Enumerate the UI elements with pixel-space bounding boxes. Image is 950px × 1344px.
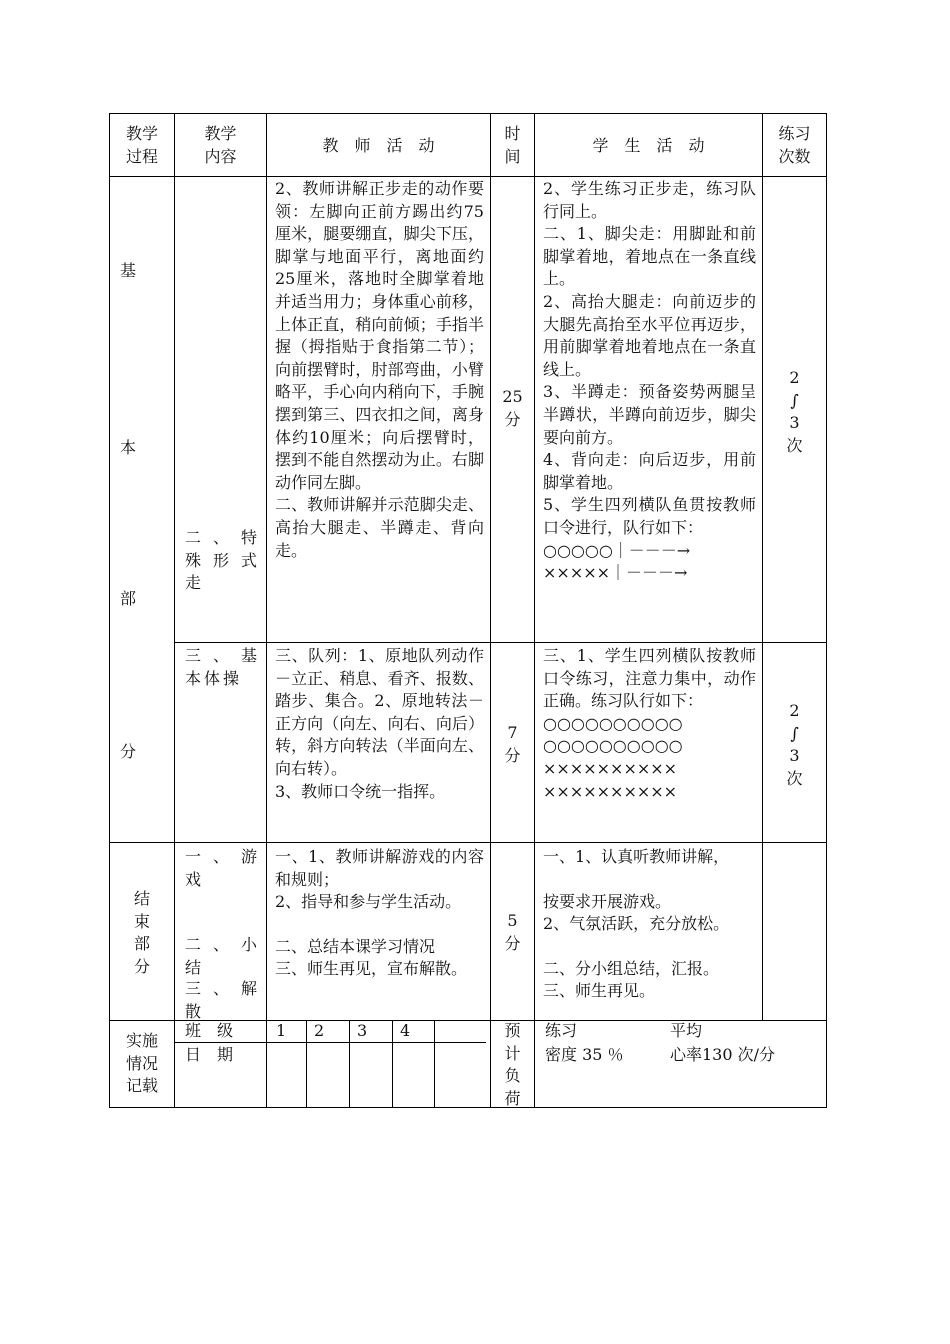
row-divider-special	[175, 642, 826, 643]
lesson-plan-table	[109, 113, 827, 1108]
col-divider-5	[762, 114, 763, 1021]
col-divider-4	[534, 114, 535, 1107]
student-activity-drill: 三、1、学生四列横队按教师口令练习，注意力集中，动作正确。练习队行如下： ○○○○○○○○○○ ○○○○○○○○○○ ×××××××××× ××××××××××	[543, 646, 756, 801]
time-end: 5 分	[504, 911, 521, 953]
content-special-walk: 二、特殊形式走	[185, 528, 260, 593]
student-activity-end-3: 2、气氛活跃，充分放松。	[543, 914, 730, 933]
teacher-activity-end-4: 三、师生再见，宣布解散。	[275, 959, 468, 978]
row-divider-header	[110, 176, 826, 177]
class-number-1: 1	[276, 1021, 287, 1040]
content-summary: 二、小结	[185, 935, 260, 977]
class-number-2: 2	[314, 1021, 325, 1040]
basic-part-label-4: 分	[120, 742, 137, 761]
header-student: 学 生 活 动	[592, 136, 705, 155]
class-col-1	[306, 1020, 307, 1107]
teacher-activity-end-3: 二、总结本课学习情况	[275, 937, 436, 956]
teacher-activity-end-2: 2、指导和参与学生活动。	[275, 892, 462, 911]
header-process: 教学 过程	[125, 124, 158, 166]
average-label: 平均	[670, 1021, 703, 1040]
class-label: 班 级	[185, 1021, 234, 1040]
student-activity-walk: 2、学生练习正步走，练习队行同上。 二、1、脚尖走：用脚趾和前脚掌着地，着地点在一条直线上。 2、高抬大腿走：向前迈步的大腿先高抬至水平位再迈步，用前脚掌着地着地点在一条直线上。 3、半蹲走：预备姿势两腿呈半蹲状，半蹲向前迈步，脚尖要向前方。 4、背向走：向后迈步，用前脚掌着地。 5、学生四列横队鱼贯按教师口令进行，队行如下： ○○○○○｜－－－→ ×××××｜－－－→	[543, 179, 756, 583]
student-activity-end-4: 二、分小组总结，汇报。	[543, 959, 720, 978]
count-walk: 2 ∫ 3 次	[786, 368, 803, 455]
count-drill: 2 ∫ 3 次	[786, 701, 803, 788]
basic-part-label-1: 基	[120, 261, 137, 280]
student-activity-end-5: 三、师生再见。	[543, 981, 656, 1000]
date-label: 日 期	[185, 1045, 234, 1064]
teacher-activity-drill: 三、队列：1、原地队列动作－立正、稍息、看齐、报数、踏步、集合。2、原地转法－正方向（向左、向右、向后）转，斜方向转法（半面向左、向右转）。 3、教师口令统一指挥。	[275, 646, 484, 801]
class-col-3	[392, 1020, 393, 1107]
header-time: 时 间	[504, 124, 521, 166]
practice-label: 练习	[545, 1021, 578, 1040]
header-count: 练习 次数	[778, 124, 811, 166]
col-divider-1	[174, 114, 175, 1107]
col-divider-2	[266, 114, 267, 1107]
header-content: 教学 内容	[204, 124, 237, 166]
class-number-4: 4	[400, 1021, 411, 1040]
end-part-label: 结 束 部 分	[133, 889, 150, 976]
heart-rate-value: 心率130 次/分	[670, 1045, 776, 1064]
content-basic-gymnastics: 三、基本体操	[185, 646, 260, 688]
row-divider-end	[110, 842, 826, 843]
teacher-activity-walk: 2、教师讲解正步走的动作要领：左脚向正前方踢出约75厘米，腿要绷直，脚尖下压，脚掌与地面平行，离地面约25厘米，落地时全脚掌着地并适当用力；身体重心前移，上体正直，稍向前倾；手指半握（拇指贴于食指第二节）；向前摆臂时，肘部弯曲，小臂略平，手心向内稍向下，手腕摆到第三、四衣扣之间，离身体约10厘米；向后摆臂时，摆到不能自然摆动为止。右脚动作同左脚。 二、教师讲解并示范脚尖走、高抬大腿走、半蹲走、背向走。	[275, 179, 484, 560]
content-dismiss: 三、解散	[185, 979, 260, 1021]
student-activity-end-2: 按要求开展游戏。	[543, 892, 672, 911]
record-label: 实施 情况 记载	[125, 1031, 158, 1096]
time-walk: 25 分	[502, 387, 523, 429]
basic-part-label-2: 本	[120, 438, 137, 457]
class-col-2	[349, 1020, 350, 1107]
class-col-4	[434, 1020, 435, 1107]
student-activity-end-1: 一、1、认真听教师讲解，	[543, 847, 730, 866]
class-number-3: 3	[357, 1021, 368, 1040]
density-value: 密度 35 ％	[545, 1045, 624, 1064]
load-label: 预 计 负 荷	[504, 1021, 521, 1108]
header-teacher: 教 师 活 动	[322, 136, 435, 155]
content-game: 一、游戏	[185, 847, 260, 889]
time-drill: 7 分	[504, 723, 521, 765]
teacher-activity-end-1: 一、1、教师讲解游戏的内容和规则；	[275, 847, 484, 889]
basic-part-label-3: 部	[120, 589, 137, 608]
col-divider-3	[490, 114, 491, 1107]
